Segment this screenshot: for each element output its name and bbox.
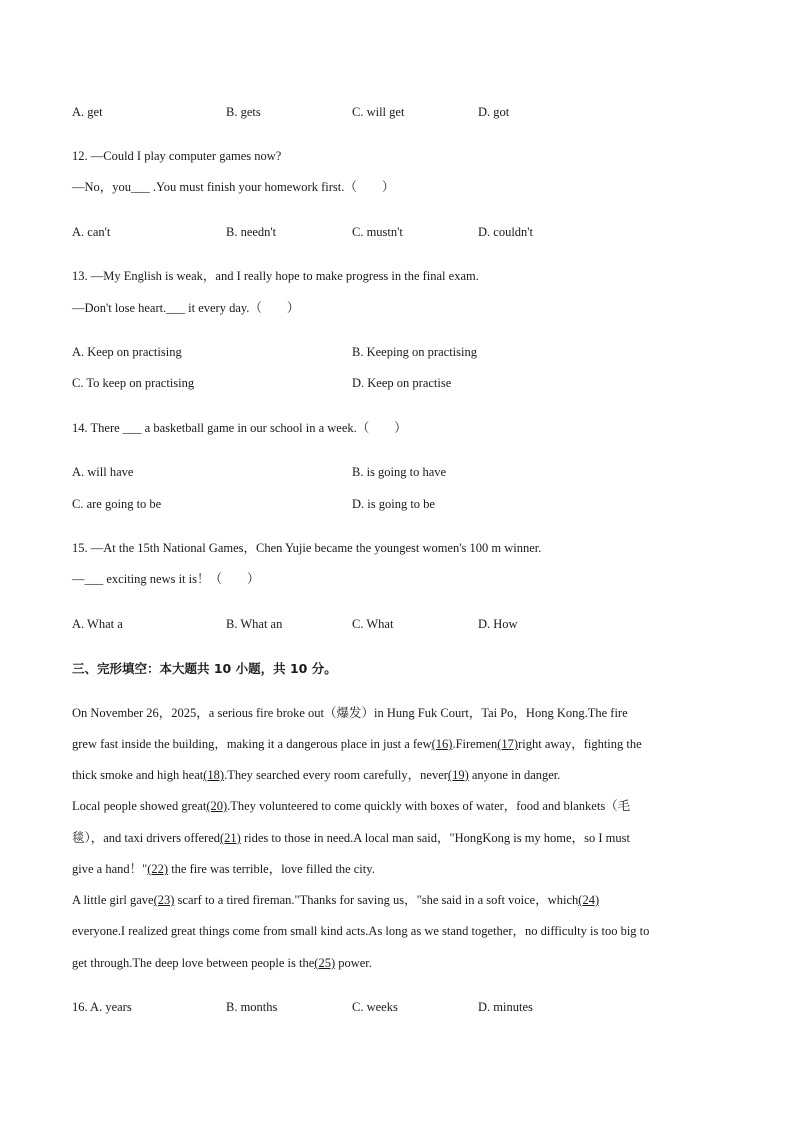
passage-line: give a hand！"(22) the fire was terrible，love filled the city. (72, 862, 375, 876)
passage-line: get through.The deep love between people is the(25) power. (72, 956, 372, 970)
blank-23: (23) (153, 893, 175, 907)
q11-option-b: B. gets (226, 105, 261, 119)
q13-option-d: D. Keep on practise (352, 376, 452, 390)
blank-25: (25) (314, 956, 336, 970)
blank-16: (16) (431, 737, 453, 751)
q11-option-c: C. will get (352, 105, 405, 119)
q13-option-a: A. Keep on practising (72, 345, 182, 359)
q11-option-a: A. get (72, 105, 103, 119)
q14-option-d: D. is going to be (352, 497, 435, 511)
q14-option-c: C. are going to be (72, 497, 162, 511)
q11-option-d: D. got (478, 105, 510, 119)
blank-18: (18) (203, 768, 225, 782)
blank-22: (22) (147, 862, 169, 876)
passage-line: 毯），and taxi drivers offered(21) rides to those in need.A local man said，"HongKong is my home，so I must (72, 831, 630, 845)
q13-answer-line: —Don't lose heart.___ it every day.（ ） (72, 301, 300, 315)
blank-24: (24) (578, 893, 600, 907)
q15-answer-line: —___ exciting news it is！（ ） (72, 572, 260, 586)
section-heading-cloze: 三、完形填空：本大题共 10 小题，共 10 分。 (72, 661, 337, 676)
passage-line: everyone.I realized great things come from small kind acts.As long as we stand together，no difficulty is too big to (72, 924, 650, 938)
q12-answer-line: —No，you___ .You must finish your homework first.（ ） (72, 180, 395, 194)
q12-question: 12. —Could I play computer games now? (72, 149, 282, 163)
q16-option-b: B. months (226, 1000, 278, 1014)
q16-option-d: D. minutes (478, 1000, 533, 1014)
q15-option-d: D. How (478, 617, 518, 631)
blank-19: (19) (447, 768, 469, 782)
blank-20: (20) (206, 799, 228, 813)
passage-line: grew fast inside the building，making it a dangerous place in just a few(16).Firemen(17)right away，fighting the (72, 737, 642, 751)
passage-line: On November 26，2025，a serious fire broke out（爆发）in Hung Fuk Court，Tai Po，Hong Kong.The fire (72, 706, 628, 720)
q15-option-b: B. What an (226, 617, 283, 631)
q13-option-c: C. To keep on practising (72, 376, 195, 390)
q15-option-c: C. What (352, 617, 394, 631)
q14-question: 14. There ___ a basketball game in our school in a week.（ ） (72, 421, 407, 435)
q14-option-b: B. is going to have (352, 465, 447, 479)
q14-option-a: A. will have (72, 465, 134, 479)
passage-line: Local people showed great(20).They volunteered to come quickly with boxes of water，food and blankets（毛 (72, 799, 631, 813)
q13-question: 13. —My English is weak，and I really hope to make progress in the final exam. (72, 269, 479, 283)
q16-option-c: C. weeks (352, 1000, 398, 1014)
q12-option-d: D. couldn't (478, 225, 534, 239)
blank-17: (17) (497, 737, 519, 751)
passage-line: A little girl gave(23) scarf to a tired fireman."Thanks for saving us，"she said in a soft voice，which(24) (72, 893, 600, 907)
passage-line: thick smoke and high heat(18).They searched every room carefully，never(19) anyone in danger. (72, 768, 561, 782)
q12-option-a: A. can't (72, 225, 111, 239)
q16-option-a: 16. A. years (72, 1000, 132, 1014)
q12-option-c: C. mustn't (352, 225, 403, 239)
q13-option-b: B. Keeping on practising (352, 345, 477, 359)
q12-option-b: B. needn't (226, 225, 277, 239)
blank-21: (21) (220, 831, 241, 845)
q15-option-a: A. What a (72, 617, 123, 631)
q15-question: 15. —At the 15th National Games，Chen Yujie became the youngest women's 100 m winner. (72, 541, 542, 555)
